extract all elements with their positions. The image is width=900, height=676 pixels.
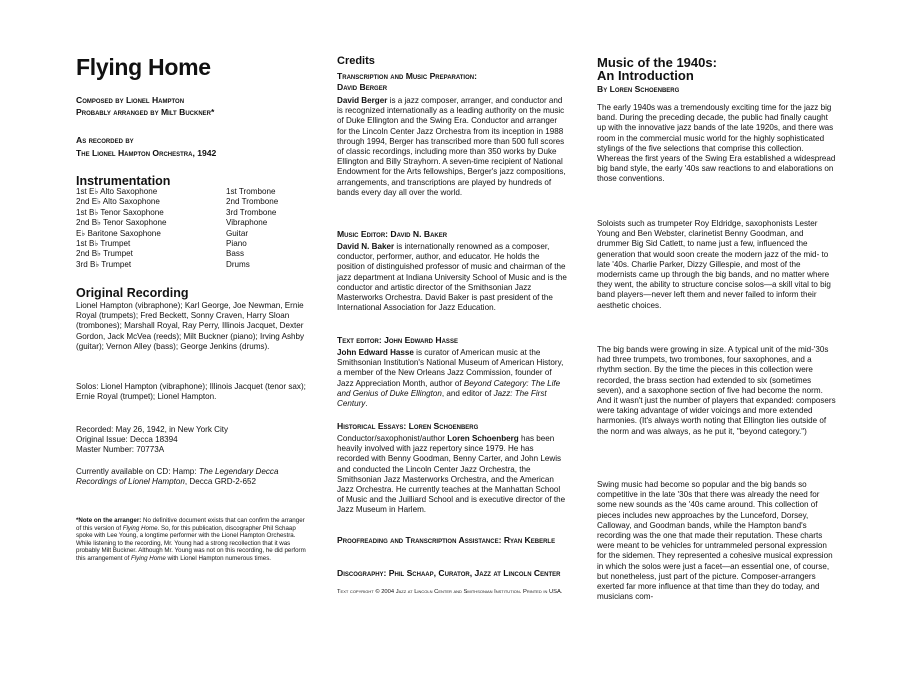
note-label: *Note on the arranger: [76, 517, 142, 524]
essay-paragraph: The early 1940s was a tremendously exciting time for the jazz big band. During the preceding decade, the public had finally caught up with the innovative jazz bands of the late 1920s, and there was room in the commercial music world for the highly sophisticated stylings of the five selections that comprise this collection. Whereas the first years of the Swing Era established a widespread big band style, the early '40s saw reactions to and elaborations on those conventions. [597, 103, 836, 184]
instrument-item: Bass [226, 249, 244, 259]
cd-suffix: , Decca GRD-2-652 [184, 477, 256, 487]
instrument-item: 3rd B♭ Trumpet [76, 259, 132, 269]
note-text: No definitive document exists that can confirm the arranger of this version of [76, 517, 305, 532]
essay-paragraph: Swing music had become so popular and the big bands so competitive in the late '30s that there was already the need for some new sounds as the '40s came around. This collection of pieces includes new approaches by the Lunceford, Dorsey, Calloway, and Goodman bands, while the Hampton band's recording was the one that made their reputation. These charts were meant to be vehicles for untrammeled personal expression for the sidemen. They represented a cohesive musical expression in which the solos were just a facet—an essential one, of course, but nonetheless, just part of the picture. Composer-arrangers exerted far more influence at that time than they do today, and musicians com- [597, 480, 833, 602]
cd-prefix: Currently available on CD: Hamp: [76, 467, 199, 476]
discography-heading: Discography: Phil Schaap, Curator, Jazz at Lincoln Center [337, 568, 561, 578]
solos-text: Solos: Lionel Hampton (vibraphone); Illinois Jacquet (tenor sax); Ernie Royal (trumpet); Lionel Hampton. [76, 382, 306, 402]
personnel-text: Lionel Hampton (vibraphone); Karl George, Joe Newman, Ernie Royal (trumpets); Fred Beckett, Sonny Craven, Harry Sloan (trombones); Marshall Royal, Ray Perry, Illinois Jacquet, Dexter Gordon, Jack McVea (reeds); Milt Buckner (piano); Irving Ashby (guitar); Vernon Alley (bass); George Jenkins (drums). [76, 301, 305, 351]
music-editor-heading: Music Editor: David N. Baker [337, 229, 448, 239]
master-number: Master Number: 70773A [76, 445, 165, 455]
instrument-item: 2nd B♭ Trumpet [76, 249, 133, 259]
hasse-name: John Edward Hasse [337, 348, 414, 357]
hasse-bio-text: , and editor of [441, 388, 494, 398]
instrument-item: 2nd E♭ Alto Saxophone [76, 197, 160, 207]
recorded-line: Recorded: May 26, 1942, in New York City [76, 425, 229, 434]
essay-paragraph: The big bands were growing in size. A typical unit of the mid-'30s had three trumpets, two trombones, four saxophones, and a rhythm section. By the time the pieces in this collection were recorded, the brass section had extended to six (sometimes seven), and a saxophone section of five had become the norm. And it wasn't just the number of players that expanded: composers were taking advantage of wider voicings and more extended harmonies. (It's always worth noting that Ellington lies outside of the norm and was always, as he put it, "beyond category.") [597, 345, 836, 436]
schoenberg-bio [337, 434, 567, 516]
instrument-item: Vibraphone [226, 218, 268, 228]
berger-bio [337, 96, 567, 198]
instrumentation-heading: Instrumentation [76, 174, 171, 188]
instrument-item: 2nd Trombone [226, 197, 279, 207]
essay-paragraph: Soloists such as trumpeter Roy Eldridge, saxophonists Lester Young and Ben Webster, clarinetist Benny Goodman, and drummer Big Sid Catlett, to name just a few, influenced the generation that would soon create the modern jazz of the mid- to late '40s. Charlie Parker, Dizzy Gillespie, and most of the modernists came up through the big bands, and no matter where they went, the ability to structure concise solos—a skill vital to big band players—never left them and never failed to inform their aesthetic choices. [597, 219, 831, 310]
baker-name: David N. Baker [337, 242, 395, 251]
instrument-item: 3rd Trombone [226, 207, 277, 217]
instrument-list [76, 187, 308, 270]
original-issue: Original Issue: Decca 18394 [76, 435, 178, 445]
copyright-notice: Text copyright © 2004 Jazz at Lincoln Center and Smithsonian Institution. Printed in USA. [337, 589, 563, 595]
instrument-item: Drums [226, 259, 250, 269]
instrument-list-left [76, 187, 226, 270]
cd-title: The Legendary Decca Recordings of Lionel Hampton [76, 467, 279, 487]
original-recording-heading: Original Recording [76, 286, 189, 300]
instrument-item: 1st Trombone [226, 187, 276, 196]
transcription-name: David Berger [337, 82, 388, 92]
note-title: Flying Home [131, 554, 166, 562]
hasse-bio-text: is curator of American music at the Smithsonian Institution's National Museum of American History, a member of the New Orleans Jazz Commission, founder of Jazz Appreciation Month, author of [337, 348, 564, 388]
hasse-book: Beyond Category: The Life and Genius of Duke Ellington [337, 378, 561, 398]
instrument-item: Piano [226, 239, 247, 249]
recording-details [76, 425, 308, 456]
schoenberg-bio-text: has been heavily involved with jazz repertory since 1979. He has recorded with Benny Goodman, Benny Carter, and John Lewis and conducted the Lincoln Center Jazz Orchestra, the Smithsonian Jazz Masterworks Orchestra, and the American Jazz Orchestra. He currently teaches at the Manhattan School of Music and the Juilliard School and is executive director of the Jazz Museum in Harlem. [337, 434, 566, 515]
composer-credit: Composed by Lionel Hampton [76, 95, 185, 105]
historical-essays-heading: Historical Essays: Loren Schoenberg [337, 421, 479, 431]
essay-byline: By Loren Schoenberg [597, 84, 680, 94]
berger-name: David Berger [337, 96, 388, 105]
essay-heading-line1: Music of the 1940s: [597, 55, 717, 70]
baker-bio [337, 242, 567, 313]
arranger-credit: Probably arranged by Milt Buckner* [76, 107, 215, 117]
instrument-list-right [226, 187, 306, 270]
instrument-item: 1st E♭ Alto Saxophone [76, 187, 158, 196]
hasse-book: Jazz: The First Century [337, 388, 547, 409]
recorded-by-label: As recorded by [76, 135, 134, 145]
orchestra-credit: The Lionel Hampton Orchestra, 1942 [76, 148, 217, 158]
proofreading-heading: Proofreading and Transcription Assistance: Ryan Keberle [337, 535, 556, 545]
schoenberg-name: Loren Schoenberg [447, 434, 519, 443]
instrument-item: Guitar [226, 228, 249, 238]
baker-bio-text: is internationally renowned as a composer, conductor, performer, author, and educator. He holds the position of distinguished professor of music and chairman of the jazz department at Indiana University School of Music and is the conductor and artistic director of the Smithsonian Jazz Masterworks Orchestra. David Baker is past president of the International Association for Jazz Education. [337, 242, 567, 313]
schoenberg-prefix: Conductor/saxophonist/author [337, 434, 448, 443]
arranger-note [76, 517, 308, 563]
cd-availability [76, 467, 308, 487]
page-title: Flying Home [76, 54, 211, 80]
berger-bio-text: is a jazz composer, arranger, and conductor and is recognized internationally as a leading authority on the music of Duke Ellington and the Swing Era. Conductor and arranger for the Lincoln Center Jazz Orchestra from its inception in 1988 through 1994, Berger has transcribed more than 500 full scores of classic recordings, including more than 350 works by Duke Ellington and Billy Strayhorn. A seven-time recipient of National Endowment for the Arts fellowships, Berger's jazz compositions, arrangements, and transcriptions are played by hundreds of bands every day all over the world. [337, 96, 566, 197]
hasse-bio-text: . [365, 399, 368, 409]
instrument-item: 1st B♭ Trumpet [76, 239, 131, 249]
instrument-item: E♭ Baritone Saxophone [76, 228, 161, 238]
transcription-heading: Transcription and Music Preparation: [337, 71, 477, 81]
note-text: . So, for this publication, discographer Phil Schaap spoke with Lee Young, a longtime performer with the Lionel Hampton Orchestra. While listening to the recording, Mr. Young had a strong recollection that it was probably Milt Buckner. Although Mr. Young was not on this recording, he did perform this arrangement of [76, 524, 306, 562]
credits-heading: Credits [337, 55, 375, 67]
text-editor-heading: Text editor: John Edward Hasse [337, 335, 458, 345]
note-text: with Lionel Hampton numerous times. [165, 554, 272, 562]
hasse-bio [337, 348, 567, 409]
instrument-item: 1st B♭ Tenor Saxophone [76, 207, 164, 217]
essay-heading-line2: An Introduction [597, 68, 694, 83]
instrument-item: 2nd B♭ Tenor Saxophone [76, 218, 167, 228]
note-title: Flying Home [122, 524, 158, 532]
